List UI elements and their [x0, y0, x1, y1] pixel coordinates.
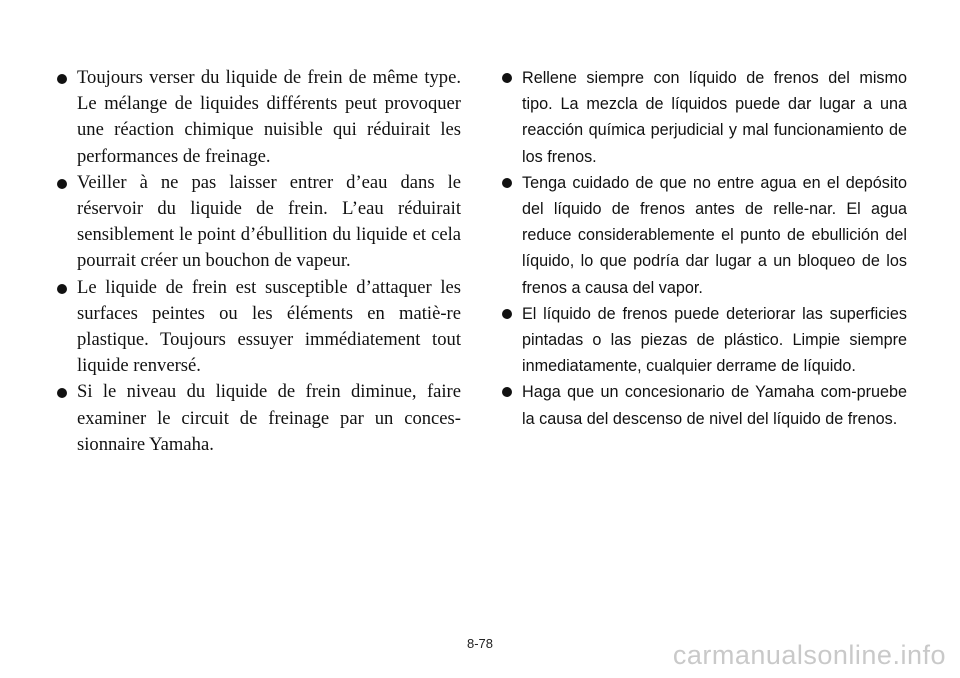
bullet-icon — [502, 73, 512, 83]
list-item-text: Le liquide de frein est susceptible d’attaquer les surfaces peintes ou les éléments en matiè-re plastique. Toujours essuyer immédiatement tout liquide renversé. — [77, 276, 461, 377]
list-item — [57, 275, 461, 380]
spanish-bullet-list — [502, 65, 907, 432]
list-item — [502, 379, 907, 431]
bullet-icon — [502, 387, 512, 397]
list-item — [502, 301, 907, 380]
page-number: 8-78 — [466, 636, 494, 651]
list-item-text: Tenga cuidado de que no entre agua en el depósito del líquido de frenos antes de relle-nar. El agua reduce considerablemente el punto de ebullición del líquido, lo que podría dar lugar a un bloqueo de los frenos a causa del vapor. — [522, 173, 907, 297]
list-item — [502, 170, 907, 301]
bullet-icon — [57, 388, 67, 398]
bullet-icon — [502, 178, 512, 188]
list-item-text: Veiller à ne pas laisser entrer d’eau dans le réservoir du liquide de frein. L’eau réduirait sensiblement le point d’ébullition du liquide et cela pourrait créer un bouchon de vapeur. — [77, 171, 461, 272]
list-item — [502, 65, 907, 170]
list-item-text: Si le niveau du liquide de frein diminue, faire examiner le circuit de freinage par un conces-sionnaire Yamaha. — [77, 381, 461, 455]
watermark: carmanualsonline.info — [672, 640, 946, 670]
list-item — [57, 170, 461, 275]
list-item — [57, 379, 461, 458]
list-item-text: Rellene siempre con líquido de frenos del mismo tipo. La mezcla de líquidos puede dar lugar a una reacción química perjudicial y mal funcionamiento de los frenos. — [522, 69, 907, 166]
list-item — [57, 65, 461, 170]
list-item-text: Haga que un concesionario de Yamaha com-pruebe la causa del descenso de nivel del líquido de frenos. — [522, 383, 907, 428]
french-bullet-list — [57, 65, 461, 458]
bullet-icon — [57, 74, 67, 84]
list-item-text: Toujours verser du liquide de frein de même type. Le mélange de liquides différents peut provoquer une réaction chimique nuisible qui réduirait les performances de freinage. — [77, 67, 461, 167]
bullet-icon — [502, 309, 512, 319]
bullet-icon — [57, 284, 67, 294]
bullet-icon — [57, 179, 67, 189]
list-item-text: El líquido de frenos puede deteriorar las superficies pintadas o las piezas de plástico. Limpie siempre inmediatamente, cualquier derrame de líquido. — [522, 304, 907, 376]
